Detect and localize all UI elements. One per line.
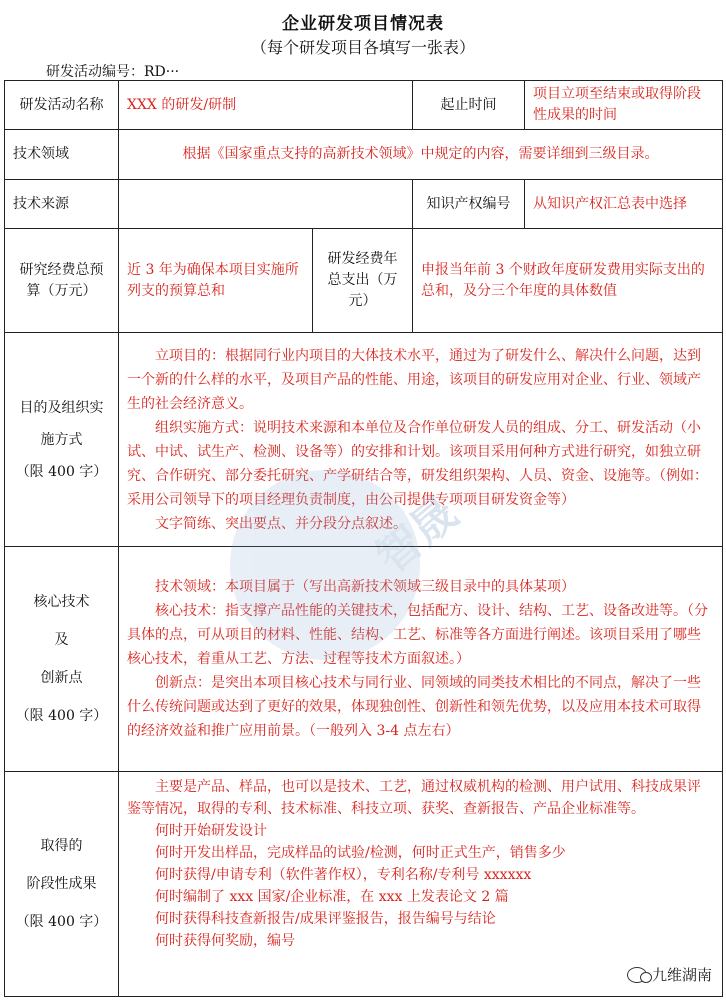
label-budget: 研究经费总预算（万元）: [5, 229, 119, 333]
label-results-line1: 取得的: [40, 838, 83, 854]
results-item: 何时获得何奖励，编号: [155, 933, 295, 949]
purpose-paragraph-2: 组织实施方式：说明技术来源和本单位及合作单位研发人员的组成、分工、研发活动（小试、中试、试生产、检测、设备等）的安排和计划。该项目采用何种方式进行研究，如独立研究、合作研究、部分委托研究、产学研结合等，研发组织架构、人员、资金、设施等。（例如：采用公司领导下的项目经理负责制度，由公司提供专项项目研发资金等）: [127, 419, 708, 508]
row-tech-source: [5, 180, 723, 229]
value-core-tech: [119, 547, 723, 772]
value-annual-spend: 申报当年前 3 个财政年度研发费用实际支出的总和，及分三个年度的具体数值: [413, 229, 723, 333]
label-tech-source: 技术来源: [5, 180, 119, 229]
form-subtitle: （每个研发项目各填写一张表）: [250, 38, 475, 57]
value-tech-field: 根据《国家重点支持的高新技术领域》中规定的内容，需要详细到三级目录。: [119, 130, 723, 180]
results-item: 何时开发出样品，完成样品的试验/检测，何时正式生产，销售多少: [155, 845, 566, 861]
value-purpose: [119, 333, 723, 547]
value-project-name: XXX 的研发/研制: [119, 81, 413, 130]
results-item: 何时获得/申请专利（软件著作权），专利名称/专利号 xxxxxx: [155, 867, 532, 883]
row-core-tech: [5, 547, 723, 772]
label-results: [5, 772, 119, 997]
core-paragraph-1: 技术领域：本项目属于（写出高新技术领域三级目录中的具体某项）: [155, 579, 575, 595]
row-tech-field: [5, 130, 723, 180]
value-budget: 近 3 年为确保本项目实施所列支的预算总和: [119, 229, 313, 333]
core-paragraph-2: 核心技术：指支撑产品性能的关键技术，包括配方、设计、结构、工艺、设备改进等。（分具体的点，可从项目的材料、性能、结构、工艺、标准等各方面进行阐述。该项目采用了哪些核心技术，着重从工艺、方法、过程等技术方面叙述。）: [127, 603, 708, 667]
value-period: 项目立项至结束或取得阶段性成果的时间: [525, 81, 723, 130]
label-core-line2: 及: [54, 632, 69, 648]
label-purpose-line3: （限 400 字）: [15, 463, 108, 480]
row-project-name: [5, 81, 723, 130]
row-budget: [5, 229, 723, 333]
label-purpose: [5, 333, 119, 547]
label-period: 起止时间: [413, 81, 525, 130]
label-purpose-line2: 施方式: [40, 431, 83, 448]
row-results: [5, 772, 723, 997]
row-purpose: [5, 333, 723, 547]
results-paragraph-1: 主要是产品、样品，也可以是技术、工艺，通过权威机构的检测、用户试用、科技成果评鉴等情况，取得的专利、技术标准、科技立项、获奖、查新报告、产品企业标准等。: [127, 779, 701, 817]
core-paragraph-3: 创新点：是突出本项目核心技术与同行业、同领域的同类技术相比的不同点，解决了一些什么传统问题或达到了更好的效果，体现独创性、创新性和领先优势，以及应用本技术可取得的经济效益和推广应用前景。（一般列入 3-4 点左右）: [127, 675, 701, 739]
wechat-icon: [627, 967, 647, 983]
label-project-name: 研发活动名称: [5, 81, 119, 130]
results-item: 何时开始研发设计: [155, 823, 267, 839]
label-annual-spend: 研发经费年总支出（万元）: [313, 229, 413, 333]
results-item: 何时获得科技查新报告/成果评鉴报告，报告编号与结论: [155, 911, 496, 927]
purpose-paragraph-1: 立项目的：根据同行业内项目的大体技术水平，通过为了研发什么、解决什么问题，达到一个新的什么样的水平，及项目产品的性能、用途，该项目的研发应用对企业、行业、领域产生的社会经济意义。: [127, 347, 701, 412]
label-core-line1: 核心技术: [33, 594, 90, 610]
purpose-paragraph-3: 文字简练、突出要点、并分段分点叙述。: [155, 515, 407, 532]
label-ip-number: 知识产权编号: [413, 180, 525, 229]
value-tech-source: [119, 180, 413, 229]
label-tech-field: 技术领域: [5, 130, 119, 180]
label-purpose-line1: 目的及组织实: [19, 399, 104, 416]
results-item: 何时编制了 xxx 国家/企业标准，在 xxx 上发表论文 2 篇: [155, 889, 509, 905]
watermark-text: 智晟: [366, 487, 467, 584]
brand-name: 九维湖南: [651, 966, 712, 984]
brand-badge: [623, 962, 716, 987]
project-table: [4, 80, 723, 997]
form-title: 企业研发项目情况表: [282, 14, 444, 34]
label-results-line2: 阶段性成果: [26, 876, 97, 892]
value-ip-number: 从知识产权汇总表中选择: [525, 180, 723, 229]
label-results-line3: （限 400 字）: [15, 914, 108, 930]
label-core-tech: [5, 547, 119, 772]
label-core-line4: （限 400 字）: [15, 708, 108, 724]
serial-number: 研发活动编号：RD···: [46, 64, 180, 80]
label-core-line3: 创新点: [40, 670, 83, 686]
